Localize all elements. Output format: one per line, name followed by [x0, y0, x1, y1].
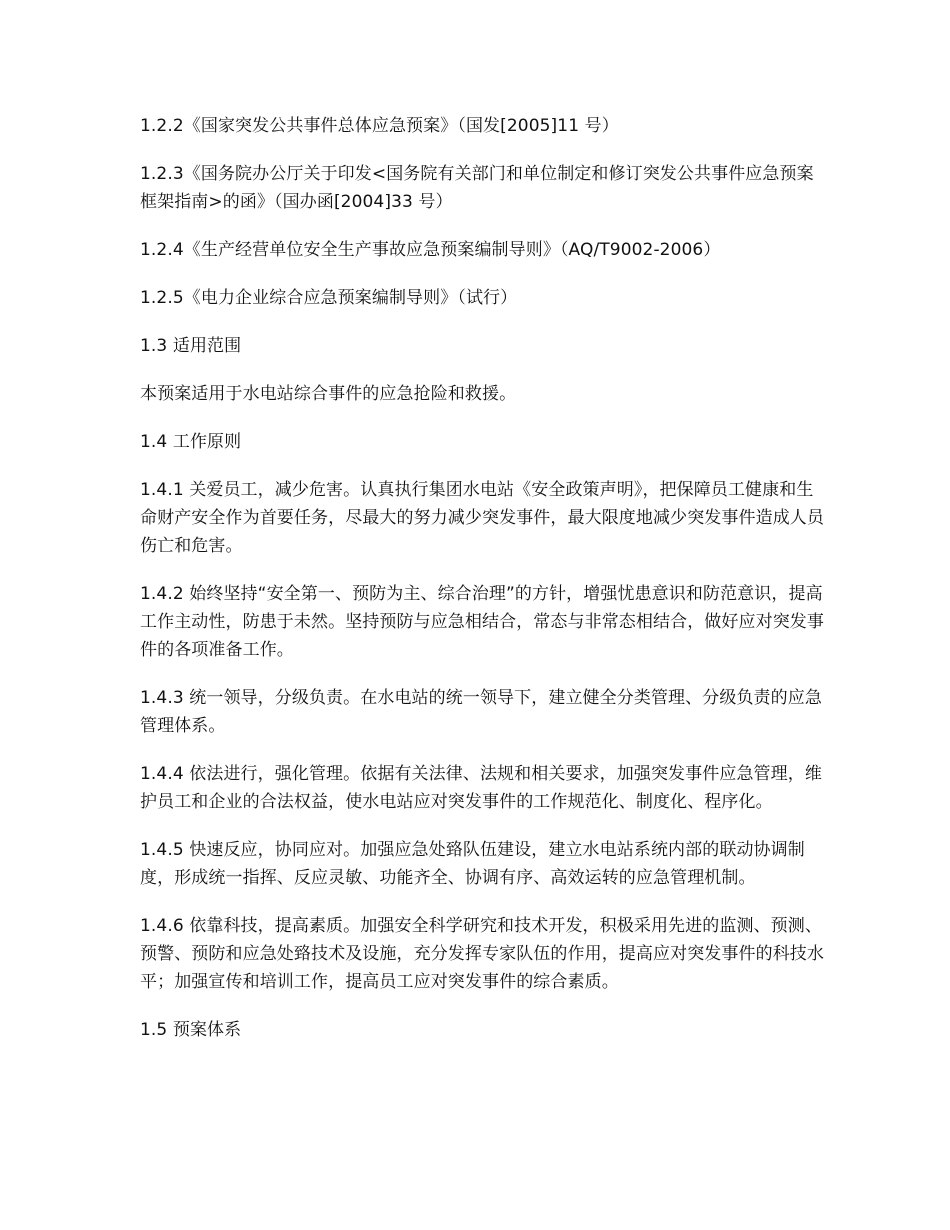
ref-1-2-3: 1.2.3《国务院办公厅关于印发<国务院有关部门和单位制定和修订突发公共事件应急预案框架指南>的函》（国办函[2004]33 号） [140, 164, 814, 212]
principle-1-4-6: 1.4.6 依靠科技，提高素质。加强安全科学研究和技术开发，积极采用先进的监测、预测、预警、预防和应急处臵技术及设施，充分发挥专家队伍的作用，提高应对突发事件的科技水平；加强宣传和培训工作，提高员工应对突发事件的综合素质。 [140, 916, 824, 992]
principle-1-4-1: 1.4.1 关爱员工，减少危害。认真执行集团水电站《安全政策声明》，把保障员工健康和生命财产安全作为首要任务，尽最大的努力减少突发事件，最大限度地减少突发事件造成人员伤亡和危害。 [140, 480, 824, 556]
heading-1-3: 1.3 适用范围 [140, 336, 242, 356]
ref-1-2-2: 1.2.2《国家突发公共事件总体应急预案》（国发[2005]11 号） [140, 116, 619, 136]
document-page [140, 112, 825, 1064]
principle-1-4-3: 1.4.3 统一领导，分级负责。在水电站的统一领导下，建立健全分类管理、分级负责的应急管理体系。 [140, 688, 822, 736]
heading-1-4: 1.4 工作原则 [140, 432, 242, 452]
principle-1-4-4: 1.4.4 依法进行，强化管理。依据有关法律、法规和相关要求，加强突发事件应急管理，维护员工和企业的合法权益，使水电站应对突发事件的工作规范化、制度化、程序化。 [140, 764, 822, 812]
ref-1-2-5: 1.2.5《电力企业综合应急预案编制导则》（试行） [140, 288, 518, 308]
ref-1-2-4: 1.2.4《生产经营单位安全生产事故应急预案编制导则》（AQ/T9002-2006） [140, 240, 721, 260]
principle-1-4-5: 1.4.5 快速反应，协同应对。加强应急处臵队伍建设，建立水电站系统内部的联动协调制度，形成统一指挥、反应灵敏、功能齐全、协调有序、高效运转的应急管理机制。 [140, 840, 805, 888]
scope-paragraph: 本预案适用于水电站综合事件的应急抢险和救援。 [140, 384, 517, 404]
principle-1-4-2: 1.4.2 始终坚持“安全第一、预防为主、综合治理”的方针，增强忧患意识和防范意识，提高工作主动性，防患于未然。坚持预防与应急相结合，常态与非常态相结合，做好应对突发事件的各项准备工作。 [140, 584, 824, 660]
heading-1-5: 1.5 预案体系 [140, 1020, 242, 1040]
